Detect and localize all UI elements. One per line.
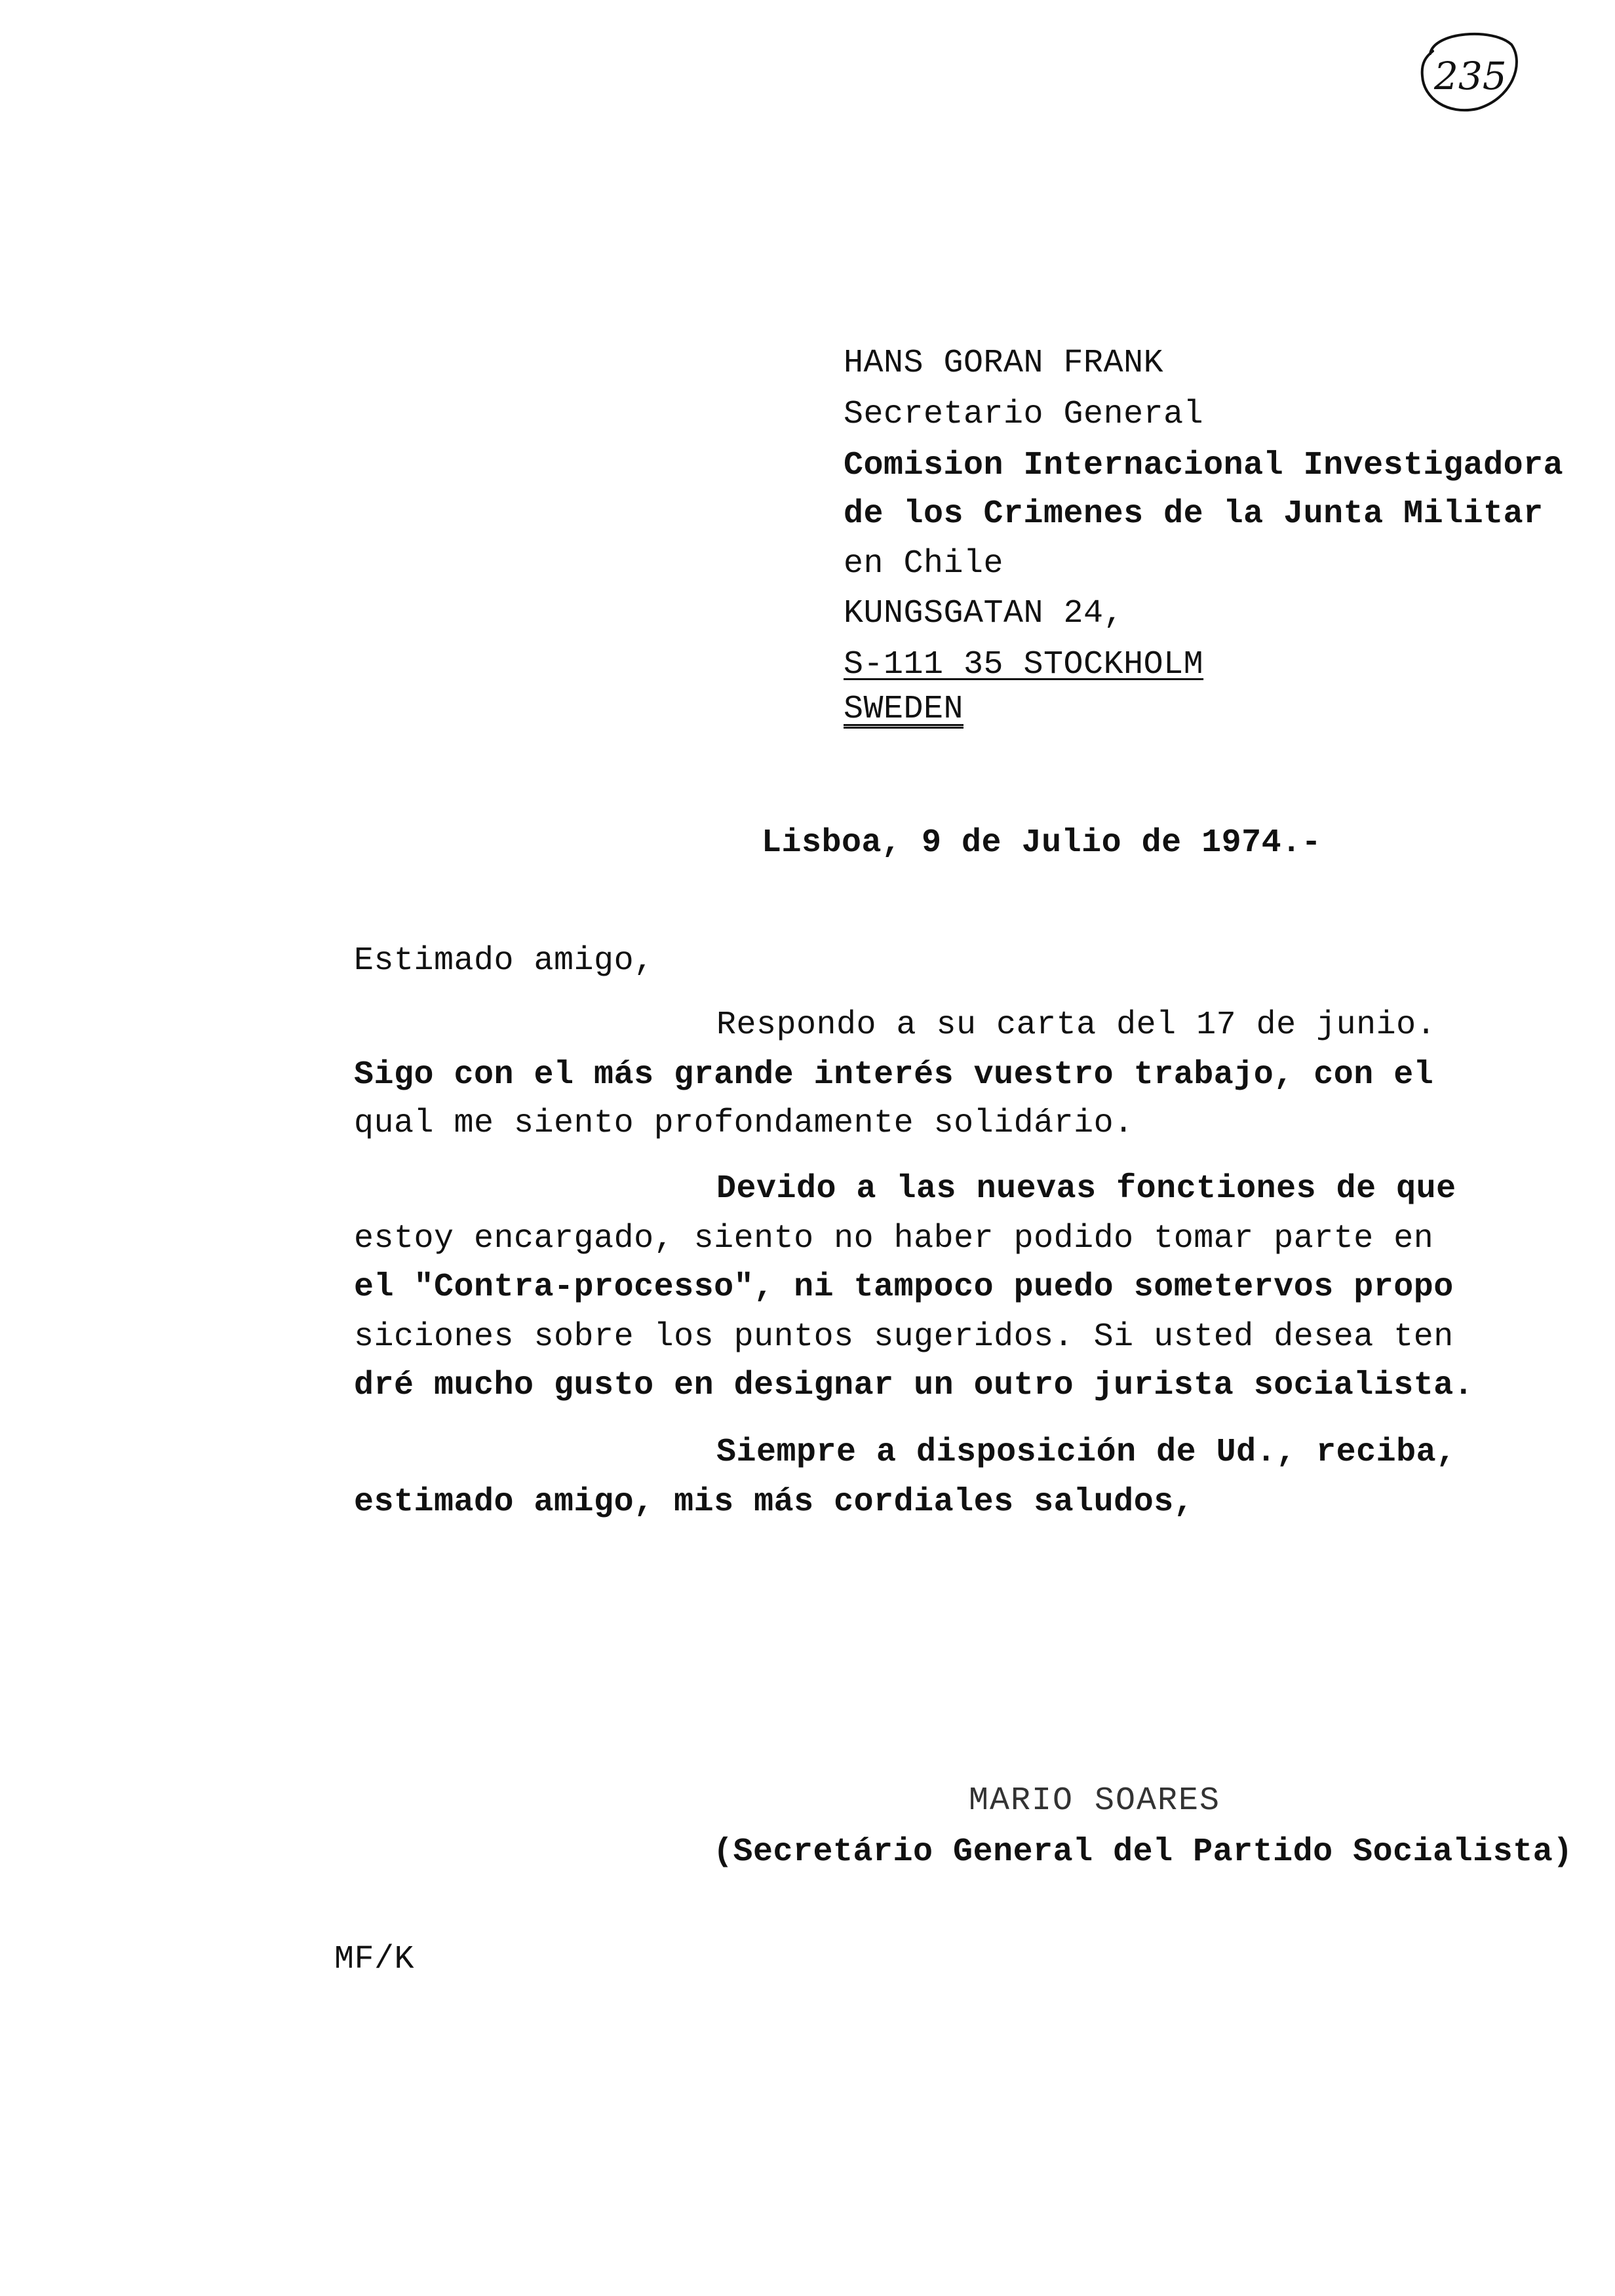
body-line: Respondo a su carta del 17 de junio. bbox=[716, 1006, 1437, 1044]
addressee-country: SWEDEN bbox=[844, 691, 964, 728]
page-number-text: 235 bbox=[1434, 54, 1507, 98]
body-line: el "Contra-processo", ni tampoco puedo sometervos propo bbox=[354, 1269, 1454, 1306]
addressee-street: KUNGSGATAN 24, bbox=[844, 595, 1124, 632]
body-line: estimado amigo, mis más cordiales saludos, bbox=[354, 1483, 1194, 1521]
date-line: Lisboa, 9 de Julio de 1974.- bbox=[762, 824, 1322, 862]
signature-title: (Secretário General del Partido Socialista) bbox=[713, 1833, 1573, 1871]
salutation: Estimado amigo, bbox=[354, 942, 654, 980]
addressee-name: HANS GORAN FRANK bbox=[844, 345, 1164, 382]
body-line: estoy encargado, siento no haber podido tomar parte en bbox=[354, 1220, 1434, 1257]
addressee-title: Secretario General bbox=[844, 396, 1204, 433]
signature-name: MARIO SOARES bbox=[969, 1782, 1221, 1820]
addressee-postal-city: S-111 35 STOCKHOLM bbox=[844, 646, 1204, 683]
body-line: siciones sobre los puntos sugeridos. Si usted desea ten bbox=[354, 1318, 1454, 1356]
addressee-org-line-2: de los Crimenes de la Junta Militar bbox=[844, 495, 1544, 533]
body-line: qual me siento profondamente solidário. bbox=[354, 1105, 1134, 1142]
body-line: Devido a las nuevas fonctiones de que bbox=[716, 1170, 1456, 1208]
body-line: dré mucho gusto en designar un outro jurista socialista. bbox=[354, 1367, 1474, 1404]
body-line: Siempre a disposición de Ud., reciba, bbox=[716, 1434, 1456, 1471]
reference-initials: MF/K bbox=[334, 1941, 415, 1978]
page-number-stamp bbox=[1414, 25, 1521, 117]
page-number-circle bbox=[1414, 25, 1521, 117]
addressee-org-line-1: Comision Internacional Investigadora bbox=[844, 447, 1564, 484]
body-line: Sigo con el más grande interés vuestro trabajo, con el bbox=[354, 1056, 1434, 1094]
addressee-org-line-3: en Chile bbox=[844, 545, 1004, 583]
